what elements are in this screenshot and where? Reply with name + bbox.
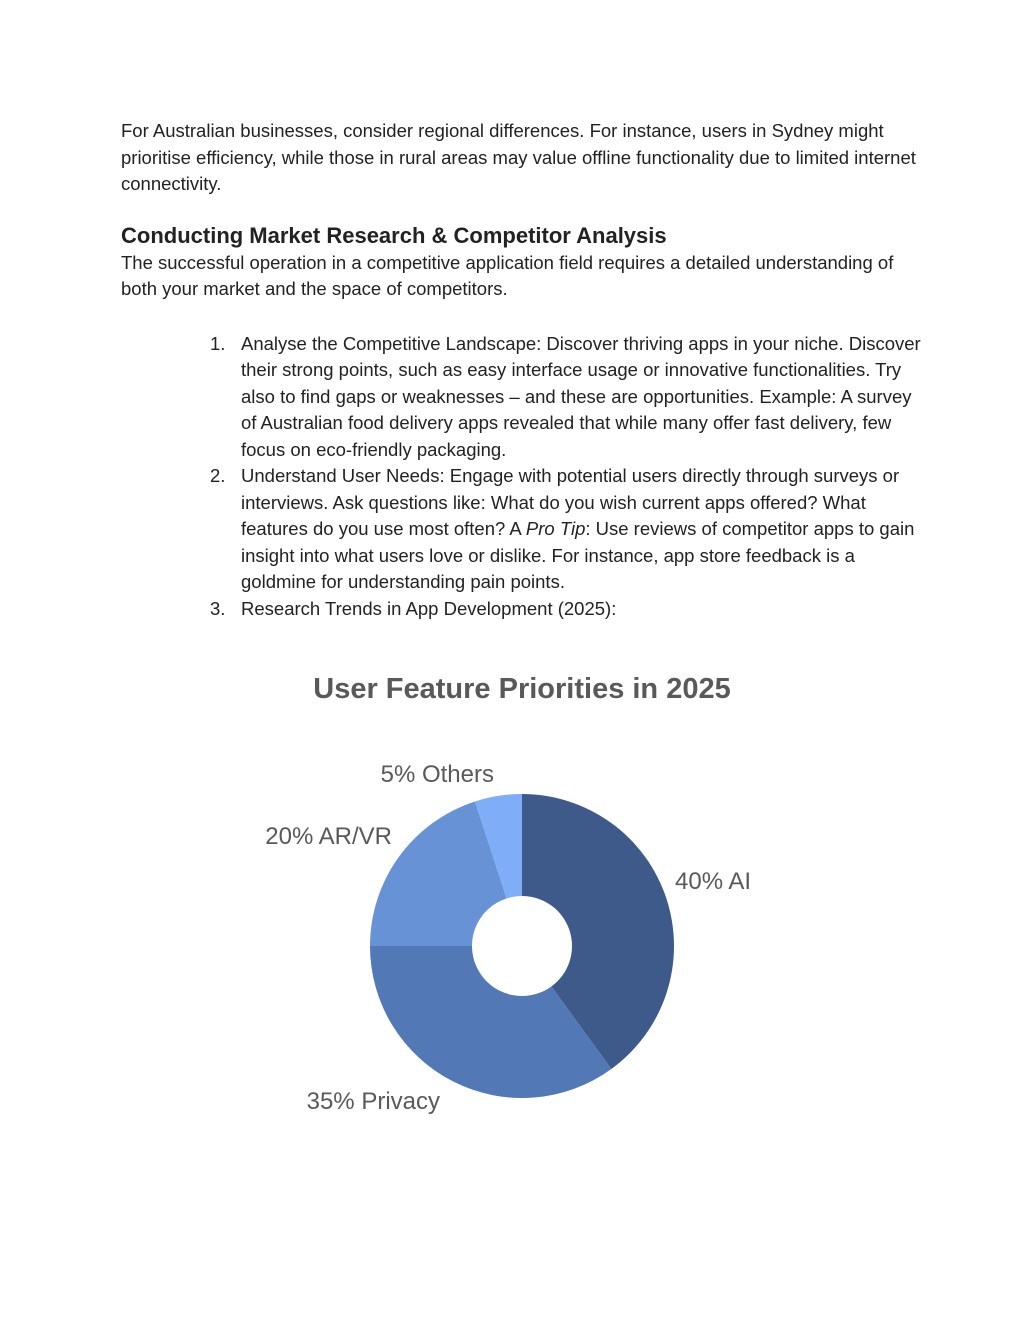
list-item-number: 1. (210, 332, 226, 354)
list-item-number: 2. (210, 465, 226, 486)
section-heading: Conducting Market Research & Competitor Analysis (121, 222, 667, 248)
list-item (210, 463, 921, 596)
chart-title: User Feature Priorities in 2025 (313, 673, 731, 705)
list-item-number: 3. (210, 597, 226, 619)
list-item (210, 331, 921, 464)
list-item-text-cont: : Use reviews of competitor apps to gain insight into what users love or dislike. For instance, app store feedback is a goldmine for understanding pain points. (241, 518, 915, 592)
slice-label: 35% Privacy (306, 1088, 440, 1115)
section-lead-paragraph: The successful operation in a competitive application field requires a detailed understanding of both your market and the space of competitors. (121, 251, 894, 299)
slice-label: 40% AI (675, 868, 752, 895)
list-item-text: Understand User Needs: Engage with potential users directly through surveys or interviews. Ask questions like: What do you wish current apps offered? What features do you use most often? A (241, 465, 900, 539)
document-page (121, 118, 921, 622)
chart-slices (370, 794, 674, 1098)
donut-chart-svg (0, 660, 1024, 1130)
pro-tip-emphasis: Pro Tip (525, 518, 586, 539)
list-item (210, 596, 921, 623)
list-item-text: Analyse the Competitive Landscape: Discover thriving apps in your niche. Discover their strong points, such as easy interface usage or innovative functionalities. Try also to find gaps or weaknesses – and these are opportunities. Example: A survey of Australian food delivery apps revealed that while many offer fast delivery, few focus on eco-friendly packaging. (241, 332, 921, 460)
list-item-text: Research Trends in App Development (2025): (241, 597, 617, 619)
donut-chart (0, 660, 1024, 1130)
slice-label: 5% Others (380, 761, 494, 788)
research-steps-list (121, 331, 921, 623)
intro-paragraph: For Australian businesses, consider regional differences. For instance, users in Sydney might prioritise efficiency, while those in rural areas may value offline functionality due to limited internet connectivity. (121, 120, 916, 194)
slice-label: 20% AR/VR (265, 823, 392, 850)
